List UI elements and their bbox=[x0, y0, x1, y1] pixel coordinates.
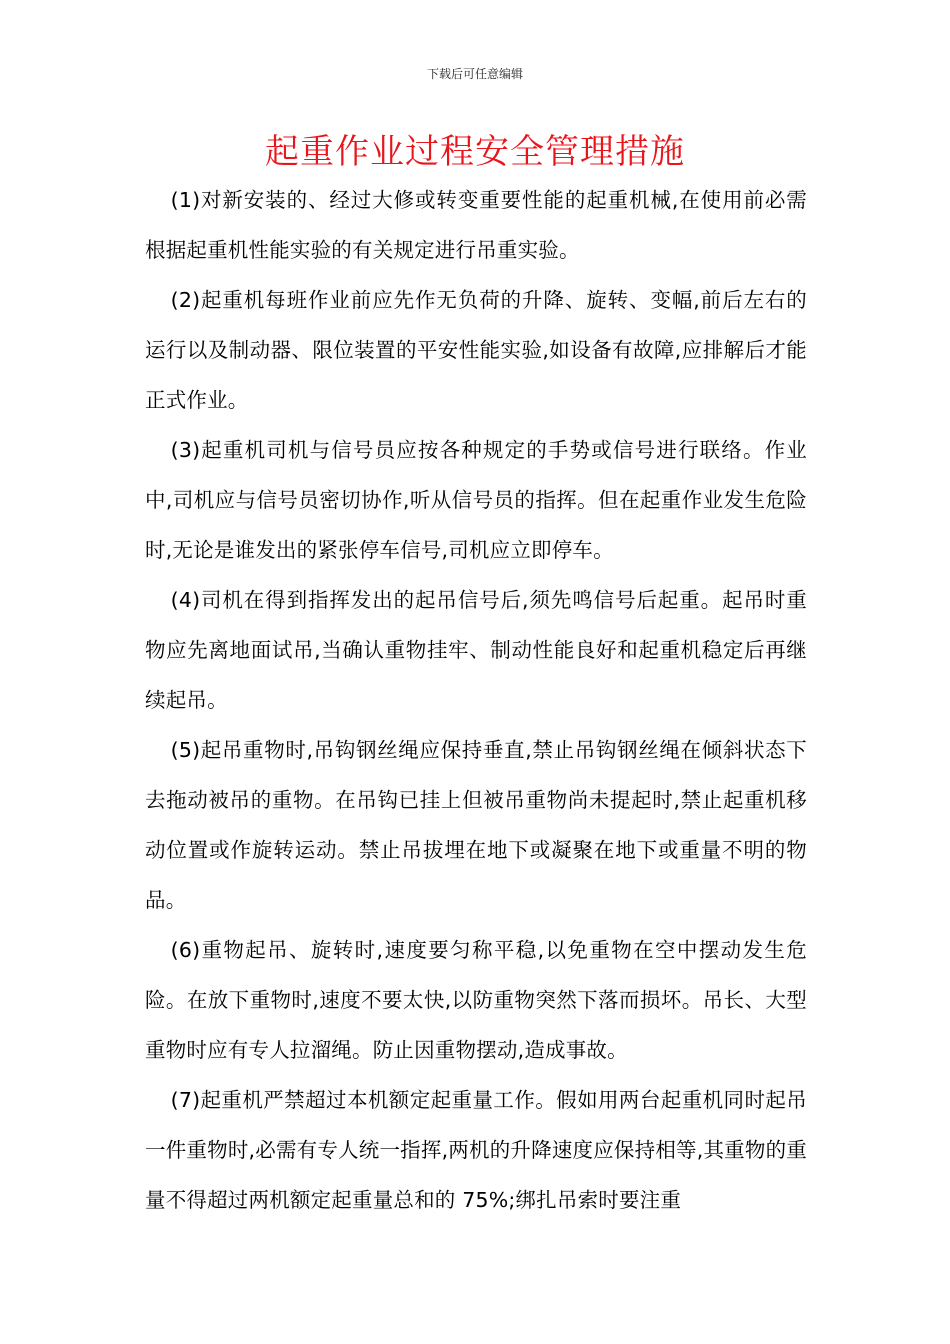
document-title: 起重作业过程安全管理措施 bbox=[265, 132, 685, 172]
paragraph-5: (5)起吊重物时,吊钩钢丝绳应保持垂直,禁止吊钩钢丝绳在倾斜状态下去拖动被吊的重物。在吊钩已挂上但被吊重物尚未提起时,禁止起重机移动位置或作旋转运动。禁止吊拔埋在地下或凝聚在地下或重量不明的物品。 bbox=[145, 738, 807, 912]
paragraph-6: (6)重物起吊、旋转时,速度要匀称平稳,以免重物在空中摆动发生危险。在放下重物时,速度不要太快,以防重物突然下落而损坏。吊长、大型重物时应有专人拉溜绳。防止因重物摆动,造成事故。 bbox=[145, 938, 807, 1062]
paragraph-3: (3)起重机司机与信号员应按各种规定的手势或信号进行联络。作业中,司机应与信号员密切协作,听从信号员的指挥。但在起重作业发生危险时,无论是谁发出的紧张停车信号,司机应立即停车。 bbox=[145, 438, 807, 562]
paragraph-1: (1)对新安装的、经过大修或转变重要性能的起重机械,在使用前必需根据起重机性能实验的有关规定进行吊重实验。 bbox=[145, 188, 807, 262]
paragraph-2: (2)起重机每班作业前应先作无负荷的升降、旋转、变幅,前后左右的运行以及制动器、限位装置的平安性能实验,如设备有故障,应排解后才能正式作业。 bbox=[145, 288, 807, 412]
header-note: 下载后可任意编辑 bbox=[426, 67, 523, 81]
paragraph-4: (4)司机在得到指挥发出的起吊信号后,须先鸣信号后起重。起吊时重物应先离地面试吊,当确认重物挂牢、制动性能良好和起重机稳定后再继续起吊。 bbox=[145, 588, 807, 712]
paragraph-7: (7)起重机严禁超过本机额定起重量工作。假如用两台起重机同时起吊一件重物时,必需有专人统一指挥,两机的升降速度应保持相等,其重物的重量不得超过两机额定起重量总和的 75%;绑扎吊索时要注重 bbox=[145, 1088, 807, 1212]
document-body bbox=[145, 175, 807, 1225]
